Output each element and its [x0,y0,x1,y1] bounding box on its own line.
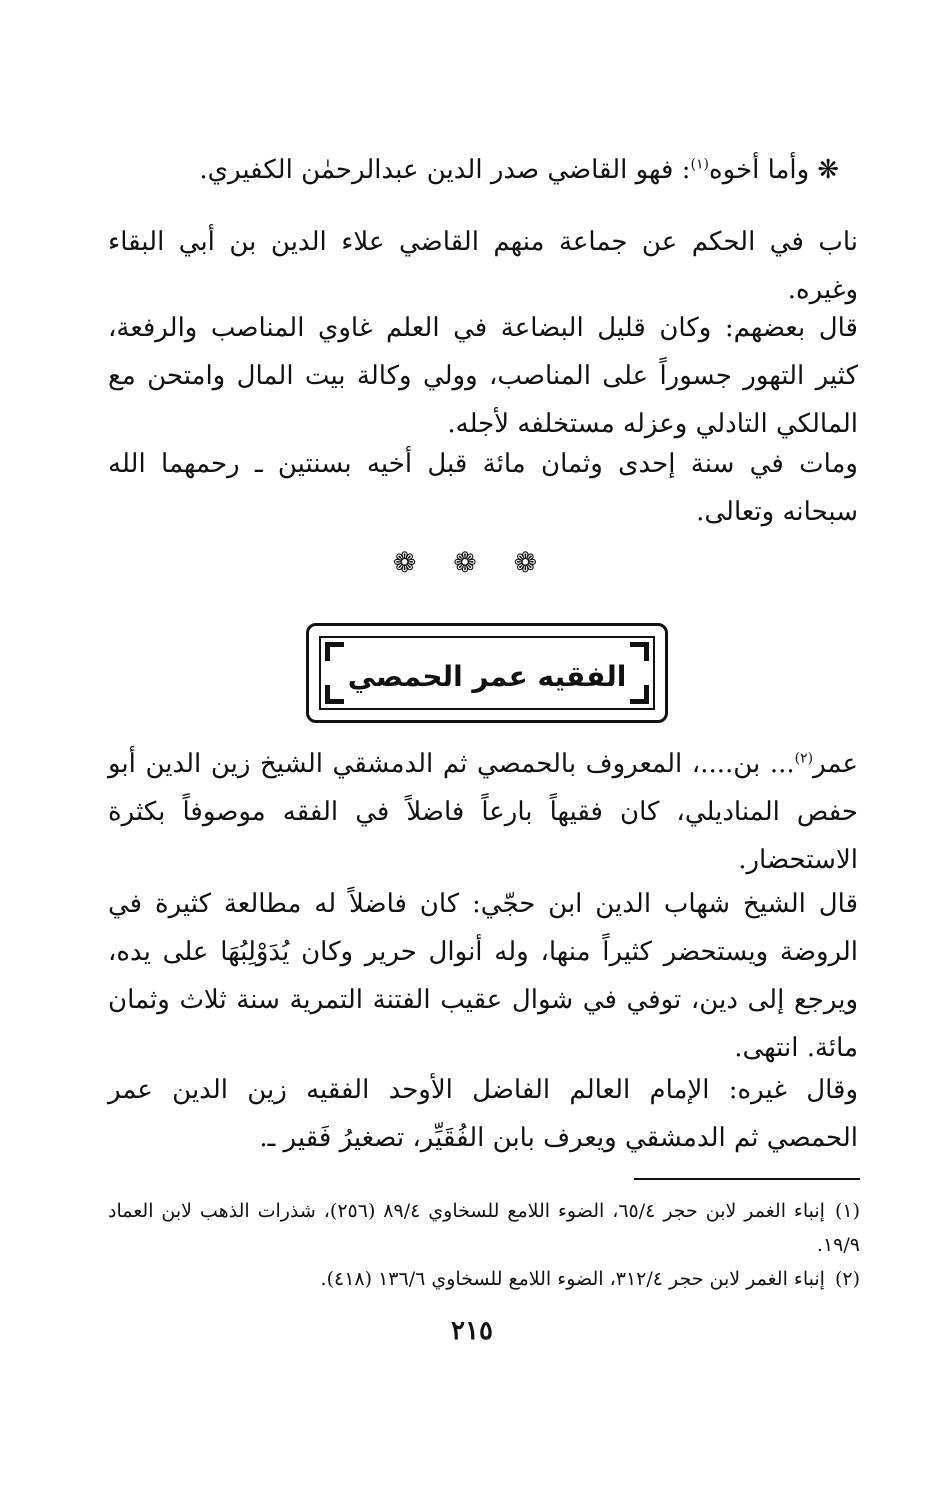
ornament-separator: ❁ ❁ ❁ [392,546,552,579]
section-title-inner-frame [319,636,655,710]
paragraph-deputy: ناب في الحكم عن جماعة منهم القاضي علاء الدين بن أبي البقاء وغيره. [108,227,858,305]
paragraph-ibn-hajji-quote: قال الشيخ شهاب الدين ابن حجّي: كان فاضلاً له مطالعة كثيرة في الروضة ويستحضر كثيراً منها، وله أنوال حرير وكان يُدَوْلِبُهَا على يده، ويرجع إلى دين، توفي في شوال عقيب الفتنة التمرية سنة ثلاث وثمان مائة. انتهى. [108,889,858,1063]
footnote-ref-2: (٢) [794,750,814,767]
footnote-ref-1: (١) [690,156,709,173]
footnote-1 [108,1194,860,1262]
footnote-number: (١) [834,1200,860,1222]
paragraph-description: قال بعضهم: وكان قليل البضاعة في العلم غاوي المناصب والرفعة، كثير التهور جسوراً على المناصب، وولي وكالة بيت المال وامتحن مع المالكي التادلي وعزله مستخلفه لأجله. [108,313,858,439]
star-ornament-icon: ❋ [817,155,839,185]
footnote-divider [634,1178,860,1180]
section-title: الفقيه عمر الحمصي [347,660,627,693]
section-title-frame [306,623,668,723]
paragraph-death: ومات في سنة إحدى وثمان مائة قبل أخيه بسنتين ـ رحمهما الله سبحانه وتعالى. [108,449,858,527]
intro-line [79,146,839,194]
biography-lead: عمر [813,749,858,779]
footnote-text: إنباء الغمر لابن حجر ٣١٢/٤، الضوء اللامع للسخاوي ١٣٦/٦ (٤١٨). [320,1268,825,1290]
footnote-text: إنباء الغمر لابن حجر ٦٥/٤، الضوء اللامع للسخاوي ٨٩/٤ (٢٥٦)، شذرات الذهب لابن العماد ١٩/٩. [108,1200,860,1256]
intro-rest: : فهو القاضي صدر الدين عبدالرحمٰن الكفيري. [199,155,691,185]
frame-corner-icon [325,642,344,661]
paragraph-biography-intro [108,740,858,884]
biography-intro-rest: ... بن....، المعروف بالحمصي ثم الدمشقي الشيخ زين الدين أبو حفص المناديلي، كان فقيهاً بارعاً فاضلاً في الفقه موصوفاً بكثرة الاستحضار. [108,749,858,875]
footnote-number: (٢) [834,1268,860,1290]
footnote-2 [108,1262,860,1296]
frame-corner-icon [630,642,649,661]
intro-text: وأما أخوه [708,155,810,185]
paragraph-other-quote: وقال غيره: الإمام العالم الفاضل الأوحد الفقيه زين الدين عمر الحمصي ثم الدمشقي ويعرف بابن الفُقَيِّر، تصغيرُ فَقير ـ. [108,1075,858,1153]
page-number: ٢١٥ [451,1316,493,1346]
